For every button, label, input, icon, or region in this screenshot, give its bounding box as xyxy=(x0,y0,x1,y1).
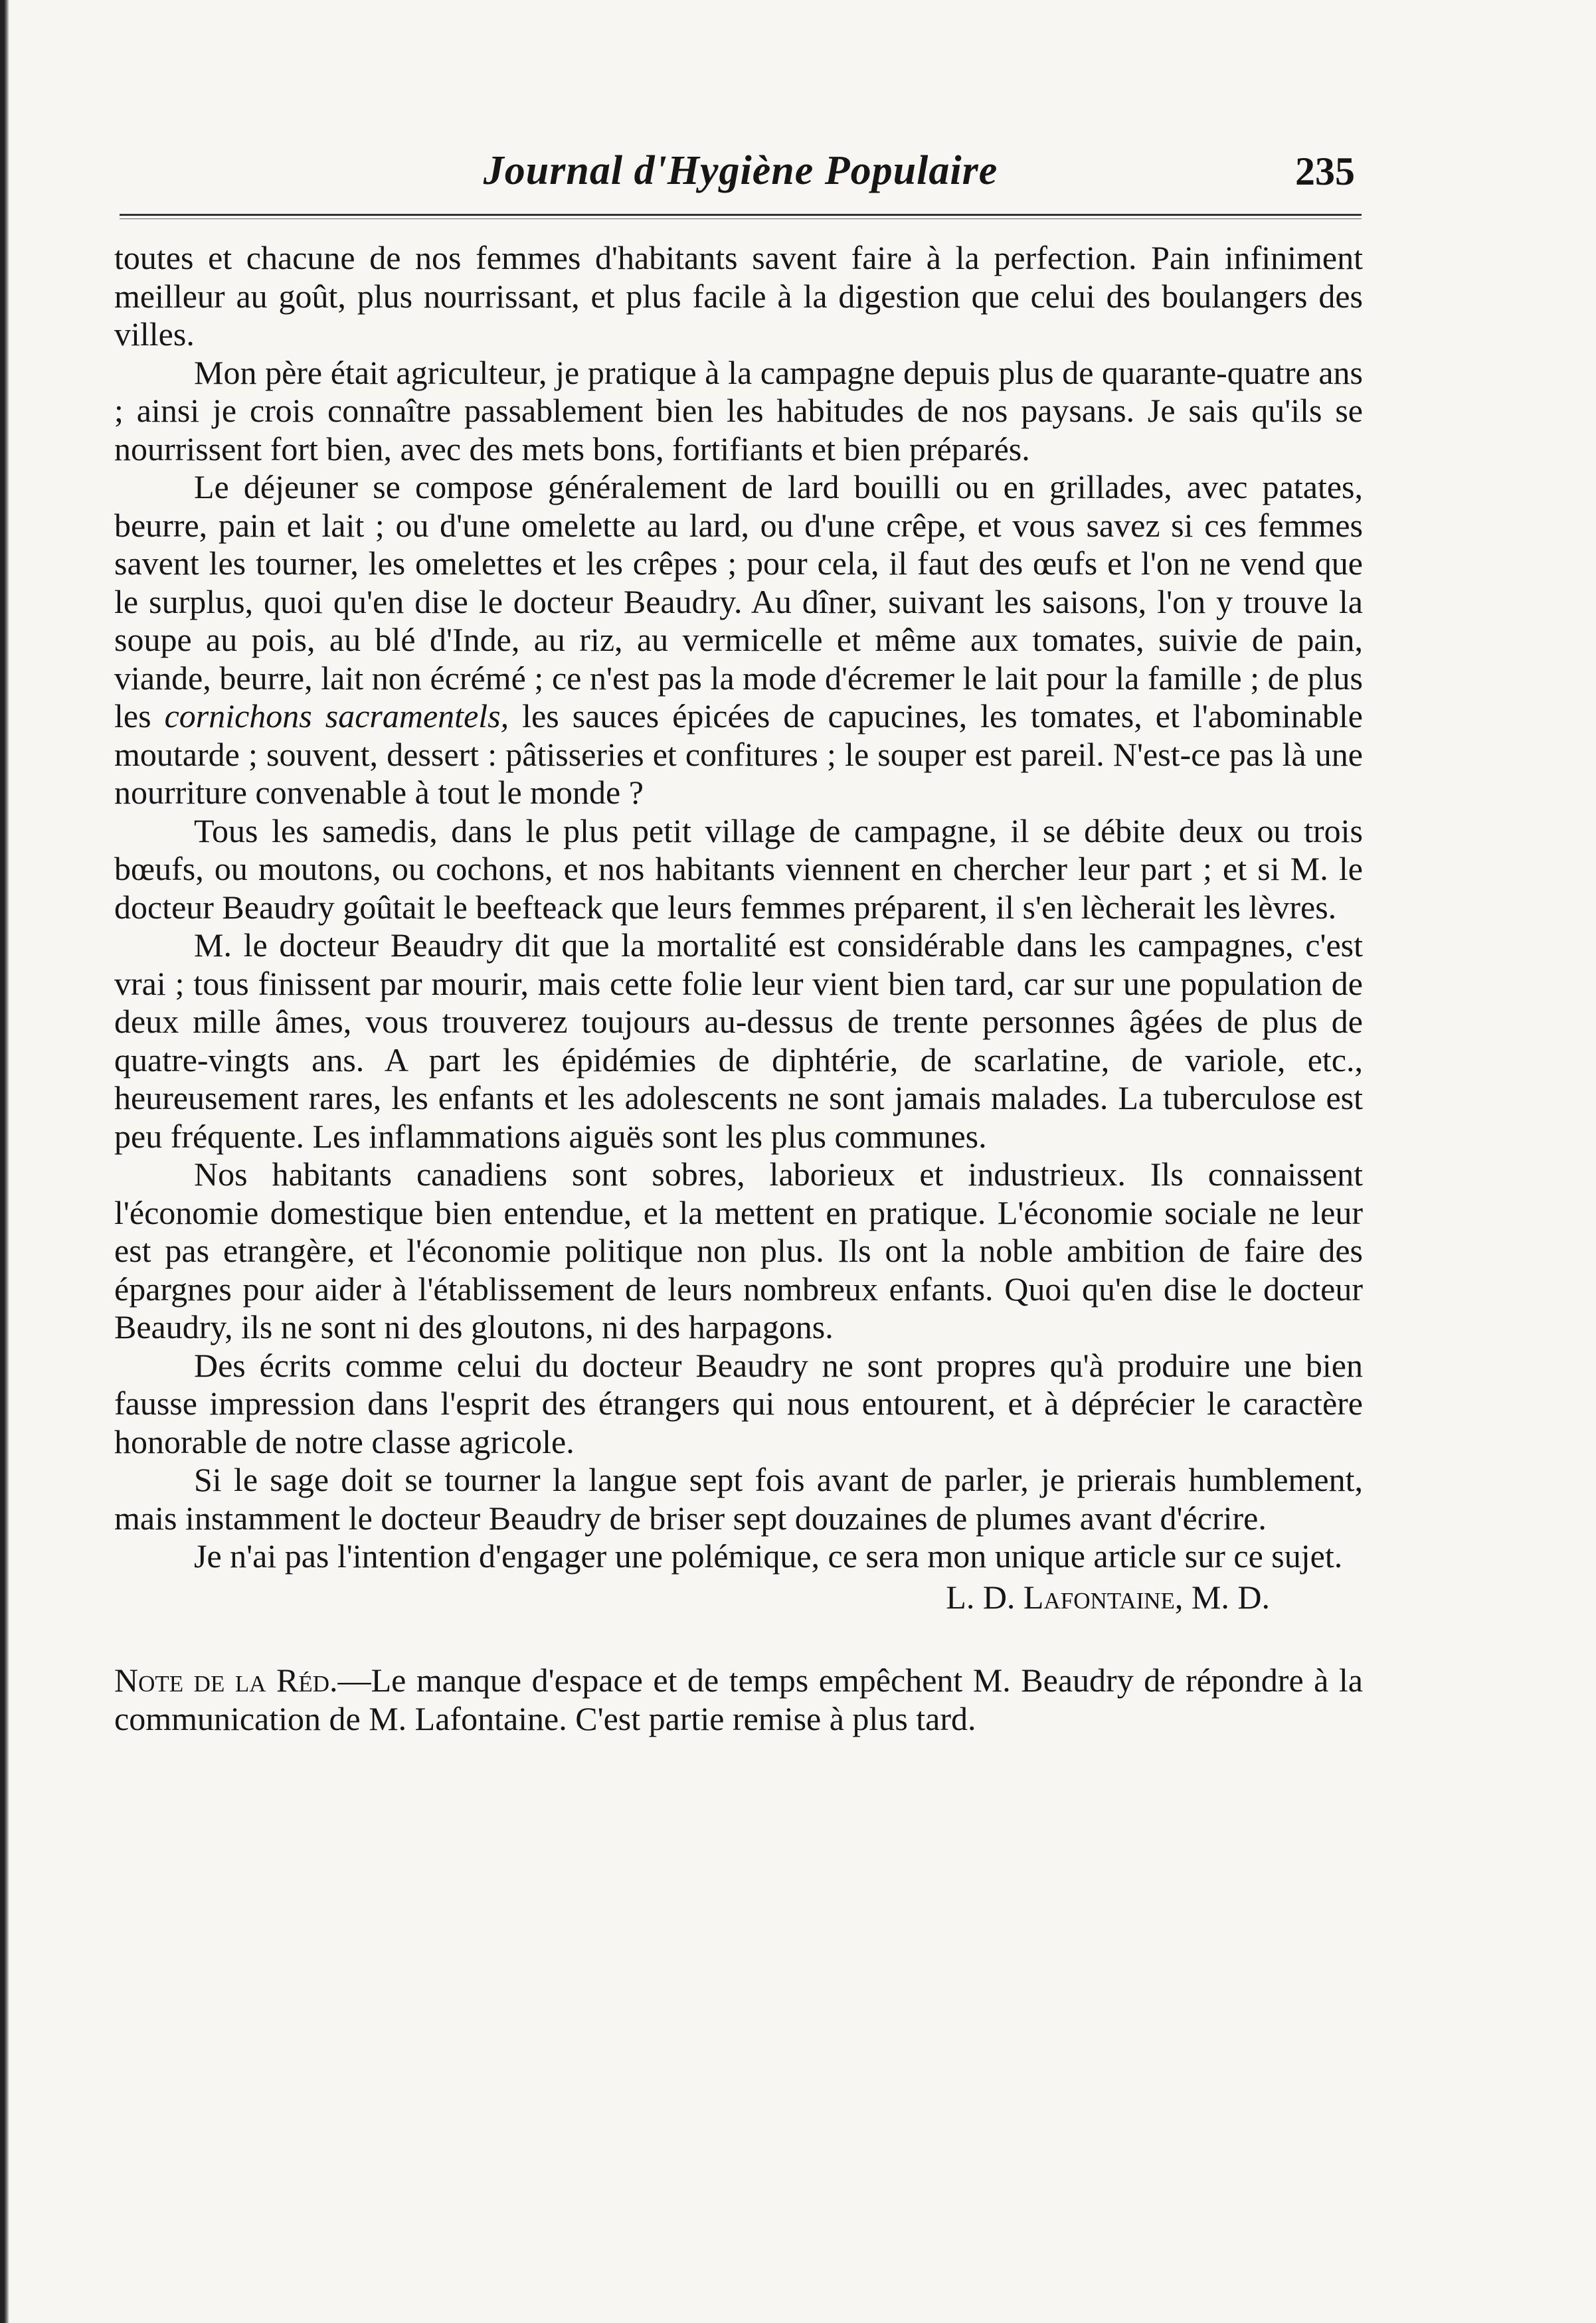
paragraph: Si le sage doit se tourner la langue sept fois avant de parler, je prierais humblement, mais instamment le docteur Beaudry de briser sept douzaines de plumes avant d'écrire. xyxy=(114,1461,1363,1537)
paragraph-text: Le déjeuner se compose généralement de lard bouilli ou en grillades, avec patates, beurre, pain et lait ; ou d'une omelette au lard, ou d'une crêpe, et vous savez si ces femmes savent les tourner, les omelettes et les crêpes ; pour cela, il faut des œufs et l'on ne vend que le surplus, quoi qu'en dise le docteur Beaudry. Au dîner, suivant les saisons, l'on y trouve la soupe au pois, au blé d'Inde, au riz, au vermicelle et même aux tomates, suivie de pain, viande, beurre, lait non écrémé ; ce n'est pas la mode d'écremer le lait pour la famille ; de plus les xyxy=(114,468,1363,734)
editor-note-text: —Le manque d'espace et de temps empêchent M. Beaudry de répondre à la communication de M. Lafontaine. C'est partie remise à plus tard. xyxy=(114,1662,1363,1737)
paragraph: Je n'ai pas l'intention d'engager une polémique, ce sera mon unique article sur ce sujet. xyxy=(194,1537,1343,1575)
editor-note xyxy=(114,1662,1363,1738)
paragraph xyxy=(114,468,1363,812)
paragraph-text: les sauces épicées de capucines, les tomates, et l'abominable moutarde ; souvent, dessert : pâtisseries et confitures ; le souper est pareil. N'est-ce pas là une nourriture convenable à tout le monde ? xyxy=(114,697,1364,811)
scan-edge xyxy=(0,0,9,2323)
paragraph: Des écrits comme celui du docteur Beaudry ne sont propres qu'à produire une bien fausse impression dans l'esprit des étrangers qui nous entourent, et à déprécier le caractère honorable de notre classe agricole. xyxy=(114,1346,1363,1460)
page-number: 235 xyxy=(1295,149,1355,193)
italic-phrase: cornichons sacramentels, xyxy=(164,697,509,734)
header-rule xyxy=(120,214,1362,219)
author-signature: L. D. Lafontaine, M. D. xyxy=(946,1578,1270,1616)
running-header xyxy=(120,147,1362,207)
paragraph: M. le docteur Beaudry dit que la mortalité est considérable dans les campagnes, c'est vrai ; tous finissent par mourir, mais cette folie leur vient bien tard, car sur une population de deux mille âmes, vous trouverez toujours au-dessus de trente personnes âgées de plus de quatre-vingts ans. A part les épidémies de diphtérie, de scarlatine, de variole, etc., heureusement rares, les enfants et les adolescents ne sont jamais malades. La tuberculose est peu fréquente. Les inflammations aiguës sont les plus communes. xyxy=(114,926,1363,1155)
journal-title: Journal d'Hygiène Populaire xyxy=(483,148,998,193)
editor-note-label: Note de la Réd. xyxy=(114,1662,338,1699)
paragraph: Mon père était agriculteur, je pratique à la campagne depuis plus de quarante-quatre ans ; ainsi je crois connaître passablement bien les habitudes de nos paysans. Je sais qu'ils se nourrissent fort bien, avec des mets bons, fortifiants et bien préparés. xyxy=(114,353,1363,468)
paragraph: Tous les samedis, dans le plus petit village de campagne, il se débite deux ou trois bœufs, ou moutons, ou cochons, et nos habitants viennent en chercher leur part ; et si M. le docteur Beaudry goûtait le beefteack que leurs femmes préparent, il s'en lècherait les lèvres. xyxy=(114,812,1363,926)
paragraph: toutes et chacune de nos femmes d'habitants savent faire à la perfection. Pain infiniment meilleur au goût, plus nourrissant, et plus facile à la digestion que celui des boulangers des villes. xyxy=(114,239,1363,353)
paragraph: Nos habitants canadiens sont sobres, laborieux et industrieux. Ils connaissent l'économie domestique bien entendue, et la mettent en pratique. L'économie sociale ne leur est pas etrangère, et l'économie politique non plus. Ils ont la noble ambition de faire des épargnes pour aider à l'établissement de leurs nombreux enfants. Quoi qu'en dise le docteur Beaudry, ils ne sont ni des gloutons, ni des harpagons. xyxy=(114,1156,1363,1345)
article-body xyxy=(114,239,1363,1738)
